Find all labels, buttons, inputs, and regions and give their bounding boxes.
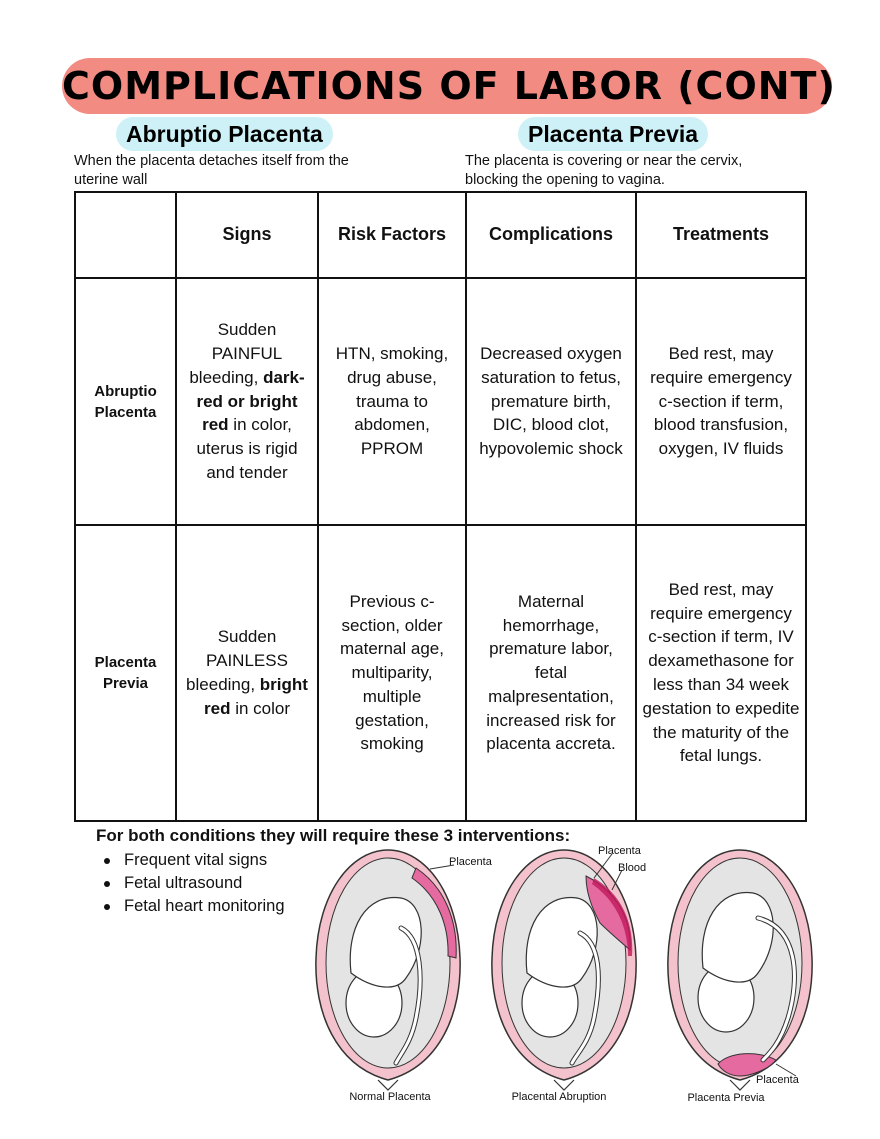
- abruptio-definition-line: When the placenta detaches itself from the: [74, 153, 349, 169]
- previa-heading: Placenta Previa: [518, 117, 708, 151]
- previa-definition-line: blocking the opening to vagina.: [465, 172, 665, 188]
- row-label-line: Abruptio: [94, 382, 157, 400]
- page-title: COMPLICATIONS OF LABOR (CONT): [62, 64, 836, 108]
- previa-definition-line: The placenta is covering or near the cervix,: [465, 153, 743, 169]
- placenta-illustration: [306, 838, 816, 1108]
- treatments-cell: Bed rest, may require emergency c-section if term, blood transfusion, oxygen, IV fluids: [636, 278, 806, 525]
- comparison-table: [74, 191, 807, 822]
- header-cell: Treatments: [636, 192, 806, 278]
- label-placenta: Placenta: [756, 1074, 799, 1086]
- caption-normal: Normal Placenta: [349, 1091, 431, 1103]
- signs-bold-text: bright red: [204, 675, 308, 718]
- risk-cell: HTN, smoking, drug abuse, trauma to abdomen, PPROM: [318, 278, 466, 525]
- signs-text: in color: [230, 698, 290, 718]
- row-label: [75, 278, 176, 525]
- signs-text: in color, uterus is rigid and tender: [196, 415, 298, 482]
- caption-abruption: Placental Abruption: [511, 1091, 607, 1103]
- title-banner: [62, 58, 836, 114]
- treatments-cell: Bed rest, may require emergency c-section if term, IV dexamethasone for less than 34 week gestation to expedite the maturity of the fetal lungs.: [636, 525, 806, 821]
- list-item: Fetal heart monitoring: [98, 895, 285, 918]
- signs-text: Sudden PAINLESS bleeding,: [186, 627, 288, 694]
- complications-cell: Maternal hemorrhage, premature labor, fetal malpresentation, increased risk for placenta accreta.: [466, 525, 636, 821]
- header-cell: Risk Factors: [318, 192, 466, 278]
- table-row: [75, 278, 806, 525]
- label-blood: Blood: [618, 862, 647, 874]
- previa-definition: [465, 152, 742, 190]
- signs-text: Sudden PAINFUL bleeding,: [189, 320, 283, 387]
- header-cell: Signs: [176, 192, 318, 278]
- signs-bold-text: dark- red or bright red: [196, 367, 305, 435]
- table-row: [75, 525, 806, 821]
- risk-cell: Previous c-section, older maternal age, multiparity, multiple gestation, smoking: [318, 525, 466, 821]
- label-placenta: Placenta: [449, 856, 492, 868]
- row-label: [75, 525, 176, 821]
- uterus-normal-figure: [316, 850, 460, 1090]
- signs-cell: [176, 278, 318, 525]
- header-cell: Complications: [466, 192, 636, 278]
- table-header-row: [75, 192, 806, 278]
- caption-previa: Placenta Previa: [687, 1092, 765, 1104]
- row-label-line: Previa: [102, 675, 149, 692]
- row-label-line: Placenta: [94, 403, 157, 421]
- uterus-previa-figure: [668, 850, 812, 1090]
- list-item: Fetal ultrasound: [98, 872, 285, 895]
- abruptio-heading: Abruptio Placenta: [116, 117, 333, 151]
- interventions-list: [98, 849, 285, 918]
- list-item: Frequent vital signs: [98, 849, 285, 872]
- label-placenta: Placenta: [598, 845, 641, 857]
- header-cell: [75, 192, 176, 278]
- signs-cell: [176, 525, 318, 821]
- abruptio-definition: [74, 152, 349, 190]
- row-label-line: Placenta: [94, 654, 157, 671]
- interventions-heading: For both conditions they will require these 3 interventions:: [96, 826, 571, 845]
- complications-cell: Decreased oxygen saturation to fetus, premature birth, DIC, blood clot, hypovolemic shock: [466, 278, 636, 525]
- abruptio-definition-line: uterine wall: [74, 172, 148, 188]
